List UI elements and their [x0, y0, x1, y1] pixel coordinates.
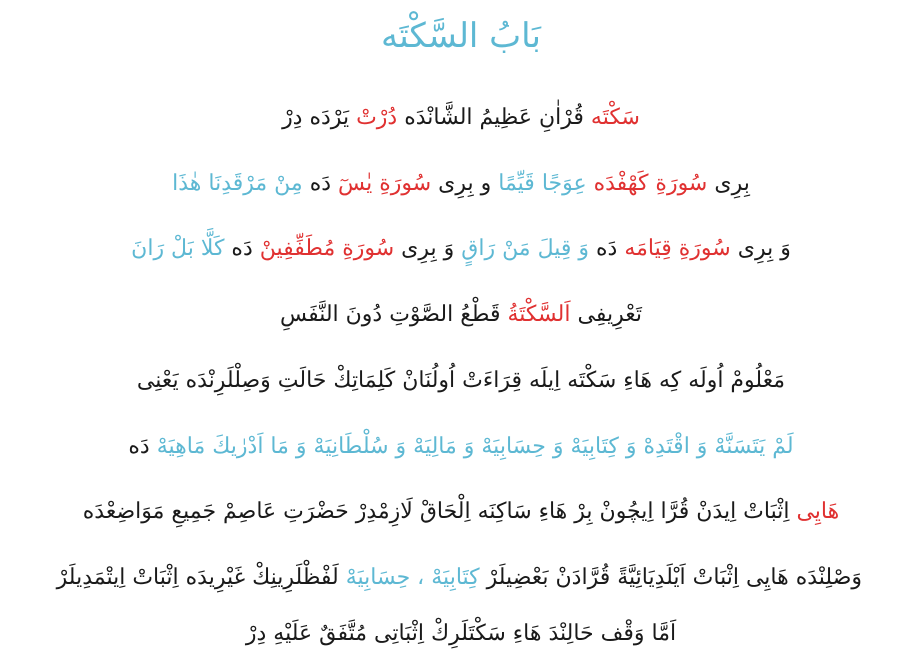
- text-segment: لَمْ يَتَسَنَّهْ وَ اقْتَدِهْ وَ كِتَابِيَهْ وَ حِسَابِيَهْ وَ مَالِيَهْ وَ سُلْطَانِيَهْ وَ مَا اَدْرٰيكَ مَاهِيَهْ: [156, 434, 794, 459]
- text-segment: وَ بِرِى: [394, 236, 462, 261]
- text-segment: مَعْلُومْ اُولَه كِه هَاءِ سَكْتَه اِيلَه قِرَاءَتْ اُولُنَانْ كَلِمَاتِكْ حَالَتِ وَصِلْلَرِنْدَه يَعْنِى: [136, 368, 786, 393]
- text-segment: عِوَجًا قَيِّمًا: [498, 171, 594, 196]
- text-segment: دَه: [128, 434, 157, 459]
- text-line-3: [60, 231, 862, 267]
- text-segment: اِثْبَاتْ اِيدَنْ قُرَّا اِيچُونْ بِرْ هَاءِ سَاكِنَه اِلْحَاقْ لَازِمْدِرْ حَضْرَتِ عَاصِمْ جَمِيعِ مَوَاضِعْدَه: [82, 499, 797, 524]
- text-segment: دَه: [589, 236, 625, 261]
- text-segment: هَايِى: [796, 499, 840, 524]
- text-segment: وَ بِرِى: [730, 236, 791, 261]
- text-line-4: [60, 297, 862, 333]
- text-segment: دَه: [224, 236, 260, 261]
- text-segment: سُورَةِ كَهْفْدَه: [593, 171, 708, 196]
- text-segment: بِرِى: [707, 171, 750, 196]
- text-line-1: [60, 100, 862, 136]
- text-segment: دَه: [302, 171, 339, 196]
- text-segment: كَلَّا بَلْ رَانَ: [131, 236, 225, 261]
- text-segment: وَ قِيلَ مَنْ رَاقٍ: [461, 236, 590, 261]
- text-line-5: [60, 363, 862, 399]
- text-segment: سَكْتَه: [590, 105, 640, 130]
- text-segment: تَعْرِيفِى: [570, 302, 642, 327]
- text-line-2: [60, 166, 862, 202]
- text-segment: كِتَابِيَهْ ، حِسَابِيَهْ: [345, 565, 480, 590]
- text-segment: دُرْتْ: [356, 105, 398, 130]
- text-line-7: [60, 494, 862, 530]
- text-segment: قَطْعُ الصَّوْتِ دُونَ النَّفَسِ: [280, 302, 508, 327]
- text-segment: قُرْاٰنِ عَظِيمُ الشَّانْدَه: [397, 105, 591, 130]
- text-line-9: [60, 616, 862, 652]
- text-segment: مِنْ مَرْقَدِنَا هٰذَا: [172, 171, 303, 196]
- text-line-8: [56, 560, 862, 596]
- text-segment: و بِرِى: [431, 171, 499, 196]
- text-line-6: [60, 429, 862, 465]
- text-segment: اَمَّا وَقْف حَالِنْدَ هَاءِ سَكْتَلَرِكْ اِثْبَاتِى مُتَّفَقٌ عَلَيْهِ دِرْ: [245, 621, 677, 646]
- text-segment: يَرْدَه دِرْ: [282, 105, 357, 130]
- page-title: بَابُ السَّكْتَه: [380, 16, 542, 56]
- text-segment: لَفْظْلَرِينِكْ غَيْرِيدَه اِثْبَاتْ اِيتْمَدِيلَرْ: [56, 565, 346, 590]
- text-segment: وَصْلِنْدَه هَايِى اِثْبَاتْ اَيْلَدِيَائِيَّةً قُرَّادَنْ بَعْضِيلَرْ: [479, 565, 862, 590]
- text-segment: سُورَةِ مُطَفِّفِينْ: [259, 236, 395, 261]
- text-segment: اَلسَّكْتَةُ: [507, 302, 571, 327]
- text-segment: سُورَةِ يٰسٓ: [338, 171, 432, 196]
- text-segment: سُورَةِ قِيَامَه: [624, 236, 731, 261]
